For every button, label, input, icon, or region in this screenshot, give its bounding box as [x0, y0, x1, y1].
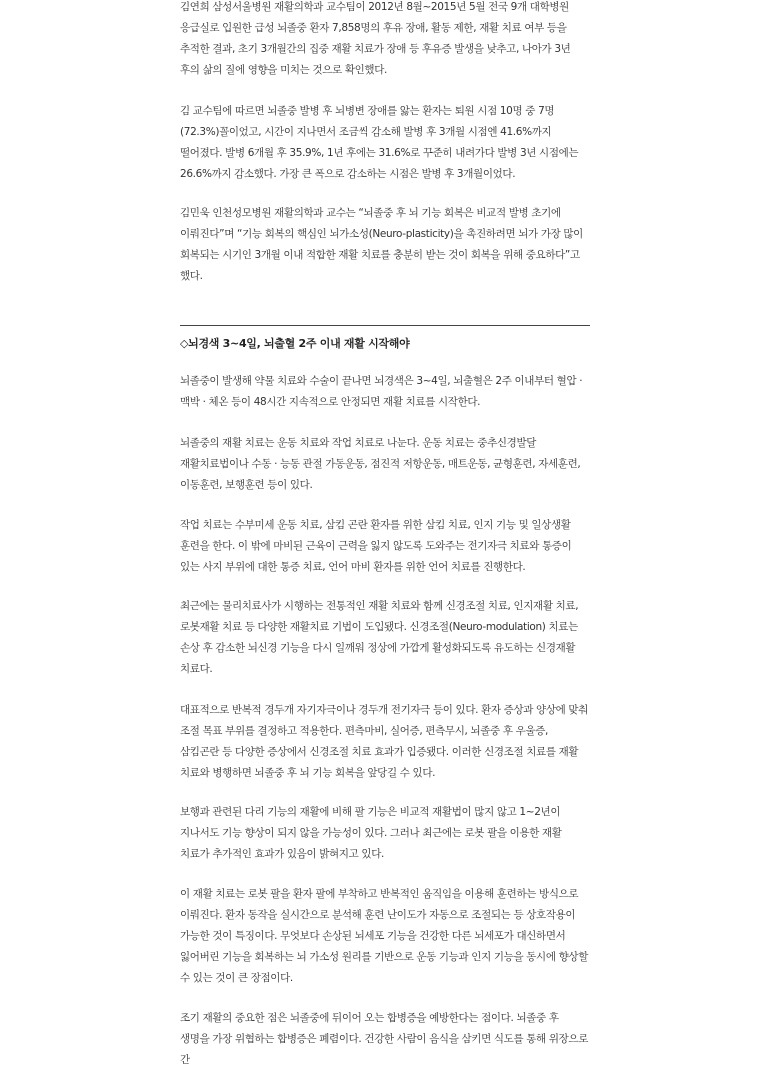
- paragraph-complications: 조기 재활의 중요한 점은 뇌졸중에 뒤이어 오는 합병증을 예방한다는 점이다. 뇌졸중 후 생명을 가장 위협하는 합병증은 폐렴이다. 건강한 사람이 음식을 삼키면 식도를 통해 위장으로 간: [180, 1012, 588, 1066]
- paragraph-occupational-therapy: 작업 치료는 수부미세 운동 치료, 삼킴 곤란 환자를 위한 삼킴 치료, 인지 기능 및 일상생활 훈련을 한다. 이 밖에 마비된 근육이 근력을 잃지 않도록 도와주는 전기자극 치료와 통증이 있는 사지 부위에 대한 통증 치료, 언어 마비 환자를 위한 언어 치료를 진행한다.: [180, 519, 572, 573]
- paragraph-rehab-types: 뇌졸중의 재활 치료는 운동 치료와 작업 치료로 나눈다. 운동 치료는 중추신경발달 재활치료법이나 수동 · 능동 관절 가동운동, 점진적 저항운동, 매트운동, 균형훈련, 자세훈련, 이동훈련, 보행훈련 등이 있다.: [180, 437, 581, 491]
- paragraph-professor-quote: 김민욱 인천성모병원 재활의학과 교수는 “뇌졸중 후 뇌 기능 회복은 비교적 발병 초기에 이뤄진다”며 “기능 회복의 핵심인 뇌가소성(Neuro-plasticity)을 촉진하려면 뇌가 가장 많이 회복되는 시기인 3개월 이내 적합한 재활 치료를 충분히 받는 것이 회복을 위해 중요하다”고 했다.: [180, 207, 583, 282]
- paragraph-rehab-start: 뇌졸중이 발생해 약물 치료와 수술이 끝나면 뇌경색은 3~4일, 뇌출혈은 2주 이내부터 혈압 · 맥박 · 체온 등이 48시간 지속적으로 안정되면 재활 치료를 시작한다.: [180, 375, 583, 408]
- section-subheading: ◇뇌경색 3~4일, 뇌출혈 2주 이내 재활 시작해야: [180, 337, 410, 350]
- paragraph-disability-rates: 김 교수팀에 따르면 뇌졸중 발병 후 뇌병변 장애를 앓는 환자는 퇴원 시점 10명 중 7명(72.3%)꼴이었고, 시간이 지나면서 조금씩 감소해 발병 후 3개월 시점엔 41.6%까지 떨어졌다. 발병 6개월 후 35.9%, 1년 후에는 31.6%로 꾸준히 내려가다 발병 3년 시점에는 26.6%까지 감소했다. 가장 큰 폭으로 감소하는 시점은 발병 후 3개월이었다.: [180, 105, 579, 180]
- paragraph-samsung-study: 김연희 삼성서울병원 재활의학과 교수팀이 2012년 8월~2015년 5월 전국 9개 대학병원 응급실로 입원한 급성 뇌졸중 환자 7,858명의 후유 장애, 활동 제한, 재활 치료 여부 등을 추적한 결과, 초기 3개월간의 집중 재활 치료가 장애 등 후유증 발생을 낮추고, 나아가 3년 후의 삶의 질에 영향을 미치는 것으로 확인했다.: [180, 1, 571, 76]
- paragraph-robot-arm: 이 재활 치료는 로봇 팔을 환자 팔에 부착하고 반복적인 움직임을 이용해 훈련하는 방식으로 이뤄진다. 환자 동작을 실시간으로 분석해 훈련 난이도가 자동으로 조절되는 등 상호작용이 가능한 것이 특징이다. 무엇보다 손상된 뇌세포 기능을 건강한 다른 뇌세포가 대신하면서 잃어버린 기능을 회복하는 뇌 가소성 원리를 기반으로 운동 기능과 인지 기능을 동시에 향상할 수 있는 것이 큰 장점이다.: [180, 888, 588, 984]
- section-divider: [180, 325, 590, 326]
- paragraph-arm-function: 보행과 관련된 다리 기능의 재활에 비해 팔 기능은 비교적 재활법이 많지 않고 1~2년이 지나서도 기능 향상이 되지 않을 가능성이 있다. 그러나 최근에는 로봇 팔을 이용한 재활 치료가 추가적인 효과가 있음이 밝혀지고 있다.: [180, 806, 562, 860]
- paragraph-neuromodulation: 최근에는 물리치료사가 시행하는 전통적인 재활 치료와 함께 신경조절 치료, 인지재활 치료, 로봇재활 치료 등 다양한 재활치료 기법이 도입됐다. 신경조절(Neuro-modulation) 치료는 손상 후 감소한 뇌신경 기능을 다시 일깨워 정상에 가깝게 활성화되도록 유도하는 신경재활 치료다.: [180, 600, 579, 675]
- paragraph-magnetic-stimulation: 대표적으로 반복적 경두개 자기자극이나 경두개 전기자극 등이 있다. 환자 증상과 양상에 맞춰 조절 목표 부위를 결정하고 적용한다. 편측마비, 실어증, 편측무시, 뇌졸중 후 우울증, 삼킴곤란 등 다양한 증상에서 신경조절 치료 효과가 입증됐다. 이러한 신경조절 치료를 재활 치료와 병행하면 뇌졸중 후 뇌 기능 회복을 앞당길 수 있다.: [180, 704, 588, 779]
